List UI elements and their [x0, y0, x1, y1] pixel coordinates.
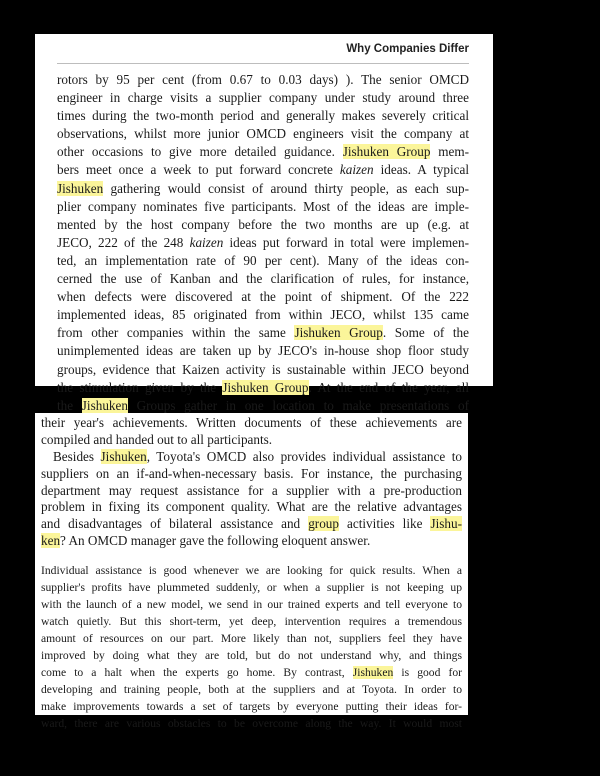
text-segment: mented by the host company before the two months are up (e.g. at: [57, 216, 469, 232]
page-excerpt-bottom: [35, 413, 468, 730]
text-segment: plier company nominates five participants. Most of the ideas are imple-: [57, 198, 469, 214]
text-line: [41, 432, 462, 449]
body-text: [57, 71, 469, 415]
text-segment: supplier's profits have plummeted suddenly, or when a supplier is not keeping up: [41, 581, 462, 594]
text-segment: rotors by 95 per cent (from 0.67 to 0.03 days) ). The senior OMCD: [57, 72, 469, 87]
text-line: [41, 596, 462, 613]
text-segment: compiled and handed out to all participants.: [41, 431, 273, 447]
text-segment: come to a halt when the experts go home. By contrast,: [41, 666, 353, 679]
text-segment: JECO, 222 of the 248: [57, 234, 190, 250]
text-segment: ideas put forward in total were implemen-: [223, 234, 469, 250]
text-line: [41, 533, 462, 550]
search-highlight: Jishuken Group: [294, 325, 383, 341]
text-segment: ? An OMCD manager gave the following eloquent answer.: [60, 533, 371, 549]
text-segment: when defects were discovered at the point of shipment. Of the 222: [57, 289, 469, 305]
body-paragraphs: [41, 415, 462, 550]
text-segment: amount of resources on our part. More likely than not, suppliers feel they have: [41, 632, 462, 645]
text-segment: problem in fixing its component quality. What are the relative advantages: [41, 499, 462, 515]
text-segment: implemented ideas, 85 originated from within JECO, whilst 135 came: [57, 307, 469, 323]
text-line: [57, 198, 469, 216]
search-highlight: Jishuken: [100, 448, 147, 464]
text-line: [57, 306, 469, 324]
italic-term: kaizen: [189, 234, 224, 250]
text-line: [57, 107, 469, 125]
running-head: Why Companies Differ: [346, 43, 469, 55]
text-segment: bers meet once a week to put forward concrete: [57, 162, 340, 178]
text-segment: other occasions to give more detailed guidance.: [57, 144, 343, 160]
text-line: [57, 125, 469, 143]
text-segment: the: [57, 397, 82, 413]
text-segment: the stimulation given by the: [57, 379, 223, 395]
text-line: [41, 466, 462, 483]
text-segment: groups, evidence that Kaizen activity is sustainable within JECO beyond: [57, 361, 469, 377]
search-highlight: Jishuken: [81, 397, 128, 413]
text-line: [41, 499, 462, 516]
text-line: [57, 180, 469, 198]
text-segment: is good for: [393, 666, 462, 679]
text-segment: . Some of the: [382, 325, 469, 341]
search-highlight: Jishu-: [430, 516, 462, 532]
text-line: [57, 143, 469, 161]
text-segment: times during the two-month period and generally makes severely critical: [57, 108, 469, 124]
search-highlight: Jishuken Group: [222, 379, 309, 395]
text-segment: ted, an implementation rate of 90 per cent). Many of the ideas con-: [57, 252, 469, 268]
text-segment: cerned the use of Kanban and the clarification of rules, for instance,: [57, 271, 469, 287]
text-line: [41, 664, 462, 681]
text-segment: , Toyota's OMCD also provides individual assistance to: [146, 448, 462, 464]
italic-term: kaizen: [339, 162, 374, 178]
text-line: [41, 415, 462, 432]
text-segment: make improvements towards a set of targets by everyone putting their ideas for-: [41, 700, 462, 713]
search-highlight: Jishuken Group: [342, 144, 431, 160]
text-segment: watch quietly. But this short-term, yet deep, intervention requires a tremendous: [41, 615, 462, 628]
text-line: [57, 161, 469, 179]
text-line: [57, 89, 469, 107]
search-highlight: Jishuken: [57, 180, 104, 196]
text-line: [41, 562, 462, 579]
text-line: [41, 516, 462, 533]
text-segment: observations, whilst more junior OMCD engineers visit the company at: [57, 126, 469, 142]
text-segment: activities like: [338, 516, 431, 532]
text-segment: their year's achievements. Written documents of these achievements are: [41, 415, 462, 430]
text-line: [57, 234, 469, 252]
search-highlight: group: [308, 516, 339, 532]
text-line: [57, 342, 469, 360]
text-segment: ward, there are various obstacles to be overcome along the way. It would most: [41, 717, 462, 730]
text-segment: mem-: [430, 144, 469, 160]
page-excerpt-top: [35, 34, 493, 413]
header-rule: [57, 63, 469, 64]
text-line: [41, 715, 462, 732]
text-line: [57, 252, 469, 270]
block-quote: [41, 562, 462, 732]
text-line: [41, 613, 462, 630]
text-segment: improved by doing what they are told, but do not understand why, and things: [41, 649, 462, 662]
text-segment: Groups gather in one location to make presentations of: [127, 397, 469, 413]
text-segment: gathering would consist of around thirty people, as each sup-: [103, 180, 469, 196]
text-segment: suppliers on an if-and-when-necessary basis. For instance, the purchasing: [41, 465, 462, 481]
search-highlight: Jishuken: [352, 666, 394, 679]
text-line: [41, 630, 462, 647]
text-line: [57, 288, 469, 306]
text-segment: engineer in charge visits a supplier company under study around three: [57, 90, 469, 106]
text-segment: unimplemented ideas are taken up by JECO's in-house shop floor study: [57, 343, 469, 359]
text-segment: Besides: [53, 448, 101, 464]
text-segment: . At the end of the year, all: [308, 379, 469, 395]
text-line: [41, 647, 462, 664]
text-line: [57, 324, 469, 342]
text-segment: developing and training people, both at the suppliers and at Toyota. In order to: [41, 683, 462, 696]
text-line: [57, 270, 469, 288]
search-highlight: ken: [41, 533, 61, 549]
text-line: [41, 579, 462, 596]
text-segment: Individual assistance is good whenever we are looking for quick results. When a: [41, 564, 462, 577]
text-line: [41, 449, 462, 466]
text-line: [41, 681, 462, 698]
text-line: [57, 379, 469, 397]
text-segment: and disadvantages of bilateral assistance and: [41, 516, 309, 532]
text-line: [57, 71, 469, 89]
text-segment: from other companies within the same: [57, 325, 295, 341]
text-line: [41, 483, 462, 500]
text-segment: ideas. A typical: [373, 162, 469, 178]
text-line: [57, 361, 469, 379]
text-segment: department may request assistance for a supplier with a pre-production: [41, 482, 462, 498]
text-line: [57, 216, 469, 234]
text-segment: with the launch of a new model, we send in our trained experts and tell everyone to: [41, 598, 462, 611]
text-line: [41, 698, 462, 715]
